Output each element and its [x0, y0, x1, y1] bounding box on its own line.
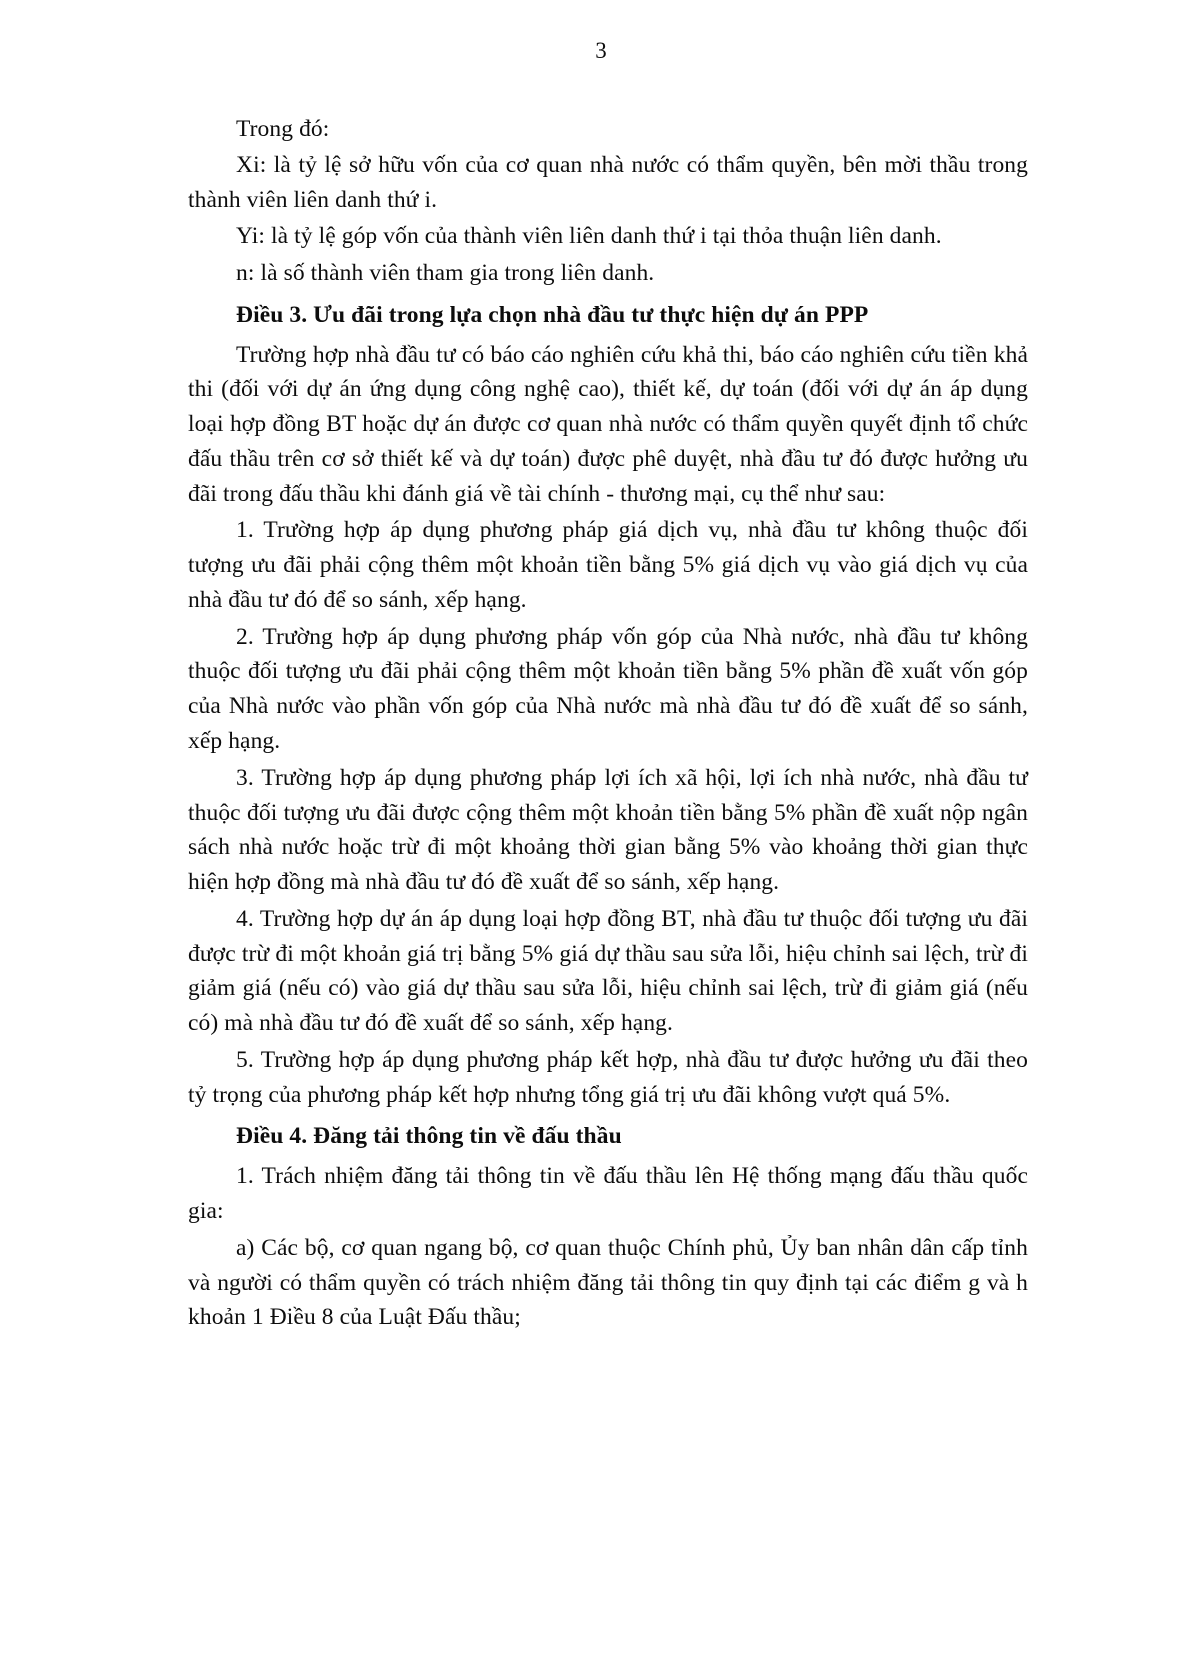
- document-body: [188, 112, 1028, 1337]
- heading-dieu-3: Điều 3. Ưu đãi trong lựa chọn nhà đầu tư thực hiện dự án PPP: [236, 301, 869, 328]
- paragraph-dieu3-item-5: 5. Trường hợp áp dụng phương pháp kết hợp, nhà đầu tư được hưởng ưu đãi theo tỷ trọng của phương pháp kết hợp nhưng tổng giá trị ưu đãi không vượt quá 5%.: [188, 1046, 1028, 1108]
- heading-dieu-4: Điều 4. Đăng tải thông tin về đấu thầu: [236, 1123, 622, 1150]
- paragraph-trong-do: Trong đó:: [236, 116, 330, 142]
- paragraph-dieu3-item-4: 4. Trường hợp dự án áp dụng loại hợp đồng BT, nhà đầu tư thuộc đối tượng ưu đãi được trừ đi một khoản giá trị bằng 5% giá dự thầu sau sửa lỗi, hiệu chỉnh sai lệch, trừ đi giảm giá (nếu có) vào giá dự thầu sau sửa lỗi, hiệu chỉnh sai lệch, trừ đi giảm giá (nếu có) mà nhà đầu tư đó đề xuất để so sánh, xếp hạng.: [188, 905, 1028, 1037]
- paragraph-dieu3-intro: Trường hợp nhà đầu tư có báo cáo nghiên cứu khả thi, báo cáo nghiên cứu tiền khả thi (đối với dự án ứng dụng công nghệ cao), thiết kế, dự toán (đối với dự án áp dụng loại hợp đồng BT hoặc dự án được cơ quan nhà nước có thẩm quyền quyết định tổ chức đấu thầu trên cơ sở thiết kế và dự toán) được phê duyệt, nhà đầu tư đó được hưởng ưu đãi trong đấu thầu khi đánh giá về tài chính - thương mại, cụ thể như sau:: [188, 341, 1028, 507]
- paragraph-xi-definition: Xi: là tỷ lệ sở hữu vốn của cơ quan nhà nước có thẩm quyền, bên mời thầu trong thành viên liên danh thứ i.: [188, 151, 1028, 213]
- paragraph-dieu4-item-1: 1. Trách nhiệm đăng tải thông tin về đấu thầu lên Hệ thống mạng đấu thầu quốc gia:: [188, 1163, 1028, 1224]
- paragraph-dieu3-item-2: 2. Trường hợp áp dụng phương pháp vốn góp của Nhà nước, nhà đầu tư không thuộc đối tượng ưu đãi phải cộng thêm một khoản tiền bằng 5% phần đề xuất vốn góp của Nhà nước vào phần vốn góp của Nhà nước mà nhà đầu tư đó đề xuất để so sánh, xếp hạng.: [188, 623, 1028, 755]
- paragraph-dieu3-item-1: 1. Trường hợp áp dụng phương pháp giá dịch vụ, nhà đầu tư không thuộc đối tượng ưu đãi phải cộng thêm một khoản tiền bằng 5% giá dịch vụ vào giá dịch vụ của nhà đầu tư đó để so sánh, xếp hạng.: [188, 517, 1028, 613]
- paragraph-dieu4-item-a: a) Các bộ, cơ quan ngang bộ, cơ quan thuộc Chính phủ, Ủy ban nhân dân cấp tỉnh và người có thẩm quyền có trách nhiệm đăng tải thông tin quy định tại các điểm g và h khoản 1 Điều 8 của Luật Đấu thầu;: [188, 1234, 1028, 1331]
- paragraph-dieu3-item-3: 3. Trường hợp áp dụng phương pháp lợi ích xã hội, lợi ích nhà nước, nhà đầu tư thuộc đối tượng ưu đãi được cộng thêm một khoản tiền bằng 5% phần đề xuất nộp ngân sách nhà nước hoặc trừ đi một khoảng thời gian bằng 5% vào khoảng thời gian thực hiện hợp đồng mà nhà đầu tư đó đề xuất để so sánh, xếp hạng.: [188, 764, 1028, 896]
- paragraph-yi-definition: Yi: là tỷ lệ góp vốn của thành viên liên danh thứ i tại thỏa thuận liên danh.: [236, 223, 942, 250]
- paragraph-n-definition: n: là số thành viên tham gia trong liên danh.: [236, 260, 655, 287]
- page-number: 3: [595, 38, 607, 63]
